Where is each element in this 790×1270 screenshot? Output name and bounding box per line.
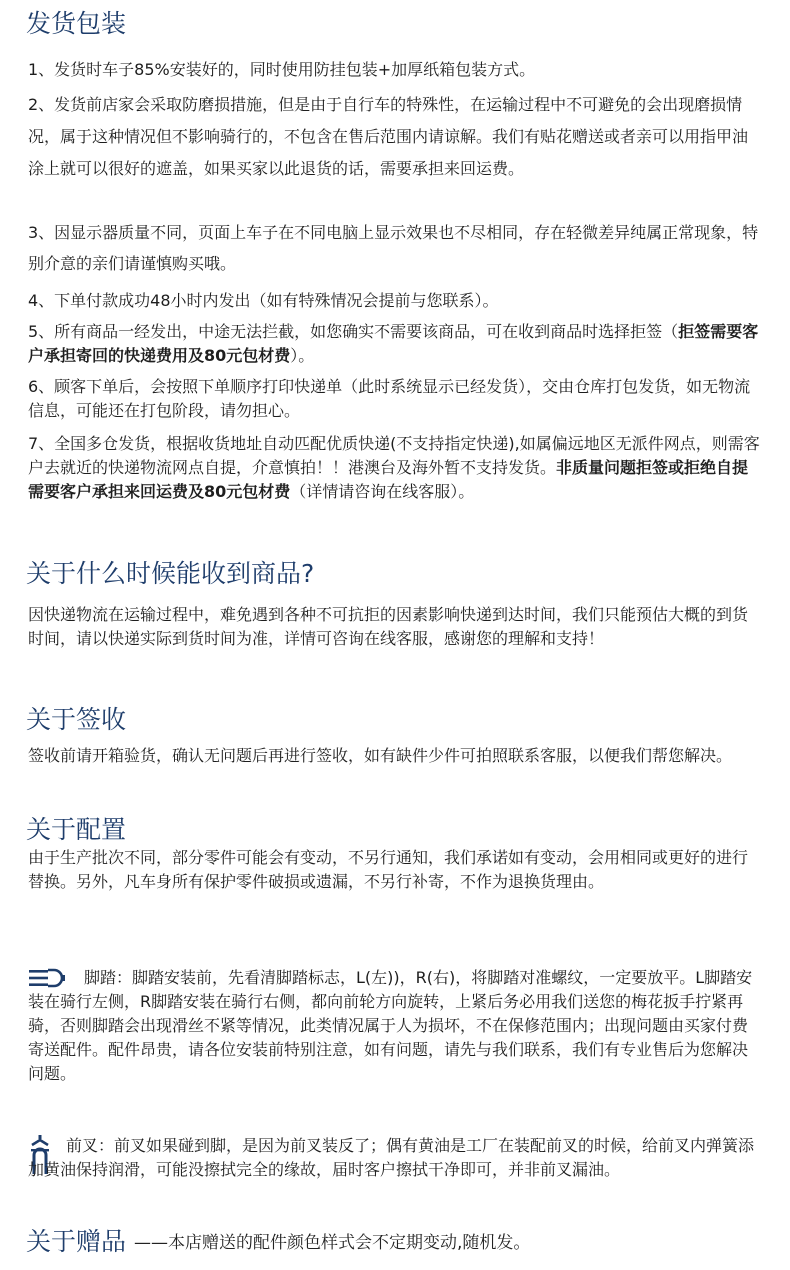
gift-subtitle: ——本店赠送的配件颜色样式会不定期变动,随机发。	[133, 1233, 531, 1253]
shipping-point-2: 2、发货前店家会采取防磨损措施，但是由于自行车的特殊性，在运输过程中不可避免的会出现磨损情况，属于这种情况但不影响骑行的，不包含在售后范围内请谅解。我们有贴花赠送或者亲可以用指甲油涂上就可以很好的遮盖，如果买家以此退货的话，需要承担来回运费。	[28, 95, 749, 178]
shipping-point-5-bold: 拒签需要客户承担寄回的快递费用及80元包材费	[28, 322, 759, 365]
shipping-point-5-end: ）。	[290, 346, 315, 365]
shipping-point-7	[28, 432, 760, 504]
delivery-text: 因快递物流在运输过程中，难免遇到各种不可抗拒的因素影响快递到达时间，我们只能预估大概的到货时间，请以快递实际到货时间为准，详情可咨询在线客服，感谢您的理解和支持！	[28, 605, 749, 648]
shipping-point-3: 3、因显示器质量不同，页面上车子在不同电脑上显示效果也不尽相同，存在轻微差异纯属正常现象，特别介意的亲们请谨慎购买哦。	[28, 223, 759, 273]
shipping-point-5	[28, 320, 760, 368]
gift-title: 关于赠品	[26, 1227, 127, 1256]
shipping-point-5-text: 5、所有商品一经发出，中途无法拦截，如您确实不需要该商品，可在收到商品时选择拒签（	[28, 322, 679, 341]
shipping-title: 发货包装	[26, 9, 127, 38]
gift-heading	[26, 1222, 530, 1258]
shipping-point-1: 1、发货时车子85%安装好的，同时使用防挂包装+加厚纸箱包装方式。	[28, 60, 536, 79]
pedal-text: 脚踏：脚踏安装前，先看清脚踏标志，L(左))，R(右)，将脚踏对准螺纹，一定要放平。L脚踏安装在骑行左侧，R脚踏安装在骑行右侧，都向前轮方向旋转，上紧后务必用我们送您的梅花扳手拧紧再骑，否则脚踏会出现滑丝不紧等情况，此类情况属于人为损坏，不在保修范围内；出现问题由买家付费寄送配件。配件昂贵，请各位安装前特别注意，如有问题，请先与我们联系，我们有专业售后为您解决问题。	[28, 968, 753, 1083]
shipping-point-4: 4、下单付款成功48小时内发出（如有特殊情况会提前与您联系）。	[28, 291, 499, 310]
signing-title: 关于签收	[26, 705, 127, 734]
shipping-point-7-bold: 非质量问题拒签或拒绝自提需要客户承担来回运费及80元包材费	[28, 458, 749, 501]
shipping-point-7-end: （详情请咨询在线客服）。	[290, 482, 475, 501]
config-text: 由于生产批次不同，部分零件可能会有变动，不另行通知，我们承诺如有变动，会用相同或更好的进行替换。另外，凡车身所有保护零件破损或遗漏，不另行补寄，不作为退换货理由。	[28, 848, 749, 891]
signing-text: 签收前请开箱验货，确认无问题后再进行签收，如有缺件少件可拍照联系客服，以便我们帮您解决。	[28, 746, 733, 765]
fork-text: 前叉：前叉如果碰到脚，是因为前叉装反了；偶有黄油是工厂在装配前叉的时候，给前叉内弹簧添加黄油保持润滑，可能没擦拭完全的缘故，届时客户擦拭干净即可，并非前叉漏油。	[28, 1136, 755, 1179]
config-title: 关于配置	[26, 815, 127, 844]
shipping-point-6: 6、顾客下单后，会按照下单顺序打印快递单（此时系统显示已经发货），交由仓库打包发货，如无物流信息，可能还在打包阶段，请勿担心。	[28, 377, 751, 420]
shipping-point-7-text: 7、全国多仓发货，根据收货地址自动匹配优质快递(不支持指定快递),如属偏远地区无派件网点，则需客户去就近的快递物流网点自提，介意慎拍！！港澳台及海外暂不支持发货。	[28, 434, 760, 477]
delivery-title: 关于什么时候能收到商品?	[26, 559, 315, 588]
